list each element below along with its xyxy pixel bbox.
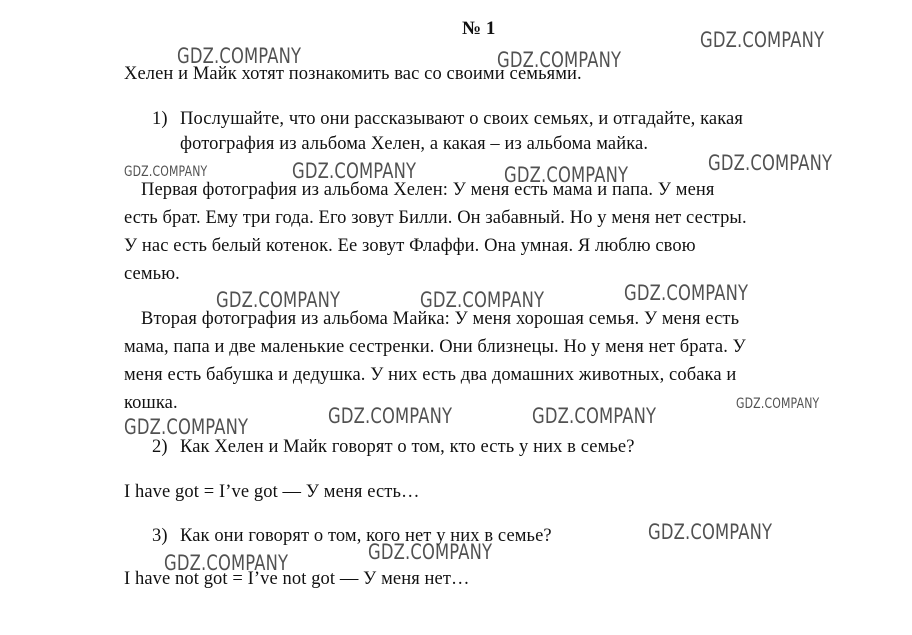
task-1-line-2: фотография из альбома Хелен, а какая – из альбома майка.	[180, 134, 649, 154]
watermark: GDZ.COMPANY	[504, 163, 629, 187]
watermark: GDZ.COMPANY	[532, 404, 657, 428]
exercise-number: № 1	[462, 18, 496, 39]
watermark: GDZ.COMPANY	[648, 520, 773, 544]
watermark: GDZ.COMPANY	[368, 540, 493, 564]
watermark: GDZ.COMPANY	[624, 281, 749, 305]
paragraph-1-line-1: Первая фотография из альбома Хелен: У меня есть мама и папа. У меня	[141, 180, 715, 200]
watermark: GDZ.COMPANY	[328, 404, 453, 428]
watermark: GDZ.COMPANY	[124, 164, 208, 180]
watermark: GDZ.COMPANY	[177, 44, 302, 68]
watermark: GDZ.COMPANY	[164, 551, 289, 575]
task-1-number: 1)	[152, 109, 168, 129]
phrase-have-got: I have got = I’ve got — У меня есть…	[124, 482, 420, 502]
task-2-text: Как Хелен и Майк говорят о том, кто есть у них в семье?	[180, 437, 635, 457]
phrase-have-not-got: I have not got = I’ve not got — У меня нет…	[124, 569, 470, 589]
paragraph-1-line-2: есть брат. Ему три года. Его зовут Билли. Он забавный. Но у меня нет сестры.	[124, 208, 747, 228]
watermark: GDZ.COMPANY	[700, 28, 825, 52]
watermark: GDZ.COMPANY	[124, 415, 249, 439]
task-1-line-1: Послушайте, что они рассказывают о своих семьях, и отгадайте, какая	[180, 109, 743, 129]
paragraph-2-line-3: меня есть бабушка и дедушка. У них есть два домашних животных, собака и	[124, 365, 737, 385]
task-3-number: 3)	[152, 526, 168, 546]
watermark: GDZ.COMPANY	[292, 159, 417, 183]
watermark: GDZ.COMPANY	[420, 288, 545, 312]
paragraph-2-line-4: кошка.	[124, 393, 178, 413]
watermark: GDZ.COMPANY	[497, 48, 622, 72]
watermark: GDZ.COMPANY	[736, 396, 820, 412]
paragraph-2-line-2: мама, папа и две маленькие сестренки. Они близнецы. Но у меня нет брата. У	[124, 337, 746, 357]
intro-text: Хелен и Майк хотят познакомить вас со своими семьями.	[124, 64, 582, 84]
paragraph-2-line-1: Вторая фотография из альбома Майка: У меня хорошая семья. У меня есть	[141, 309, 740, 329]
paragraph-1-line-4: семью.	[124, 264, 180, 284]
task-2-number: 2)	[152, 437, 168, 457]
watermark: GDZ.COMPANY	[216, 288, 341, 312]
task-3-text: Как они говорят о том, кого нет у них в семье?	[180, 526, 552, 546]
watermark: GDZ.COMPANY	[708, 151, 833, 175]
paragraph-1-line-3: У нас есть белый котенок. Ее зовут Флаффи. Она умная. Я люблю свою	[124, 236, 696, 256]
